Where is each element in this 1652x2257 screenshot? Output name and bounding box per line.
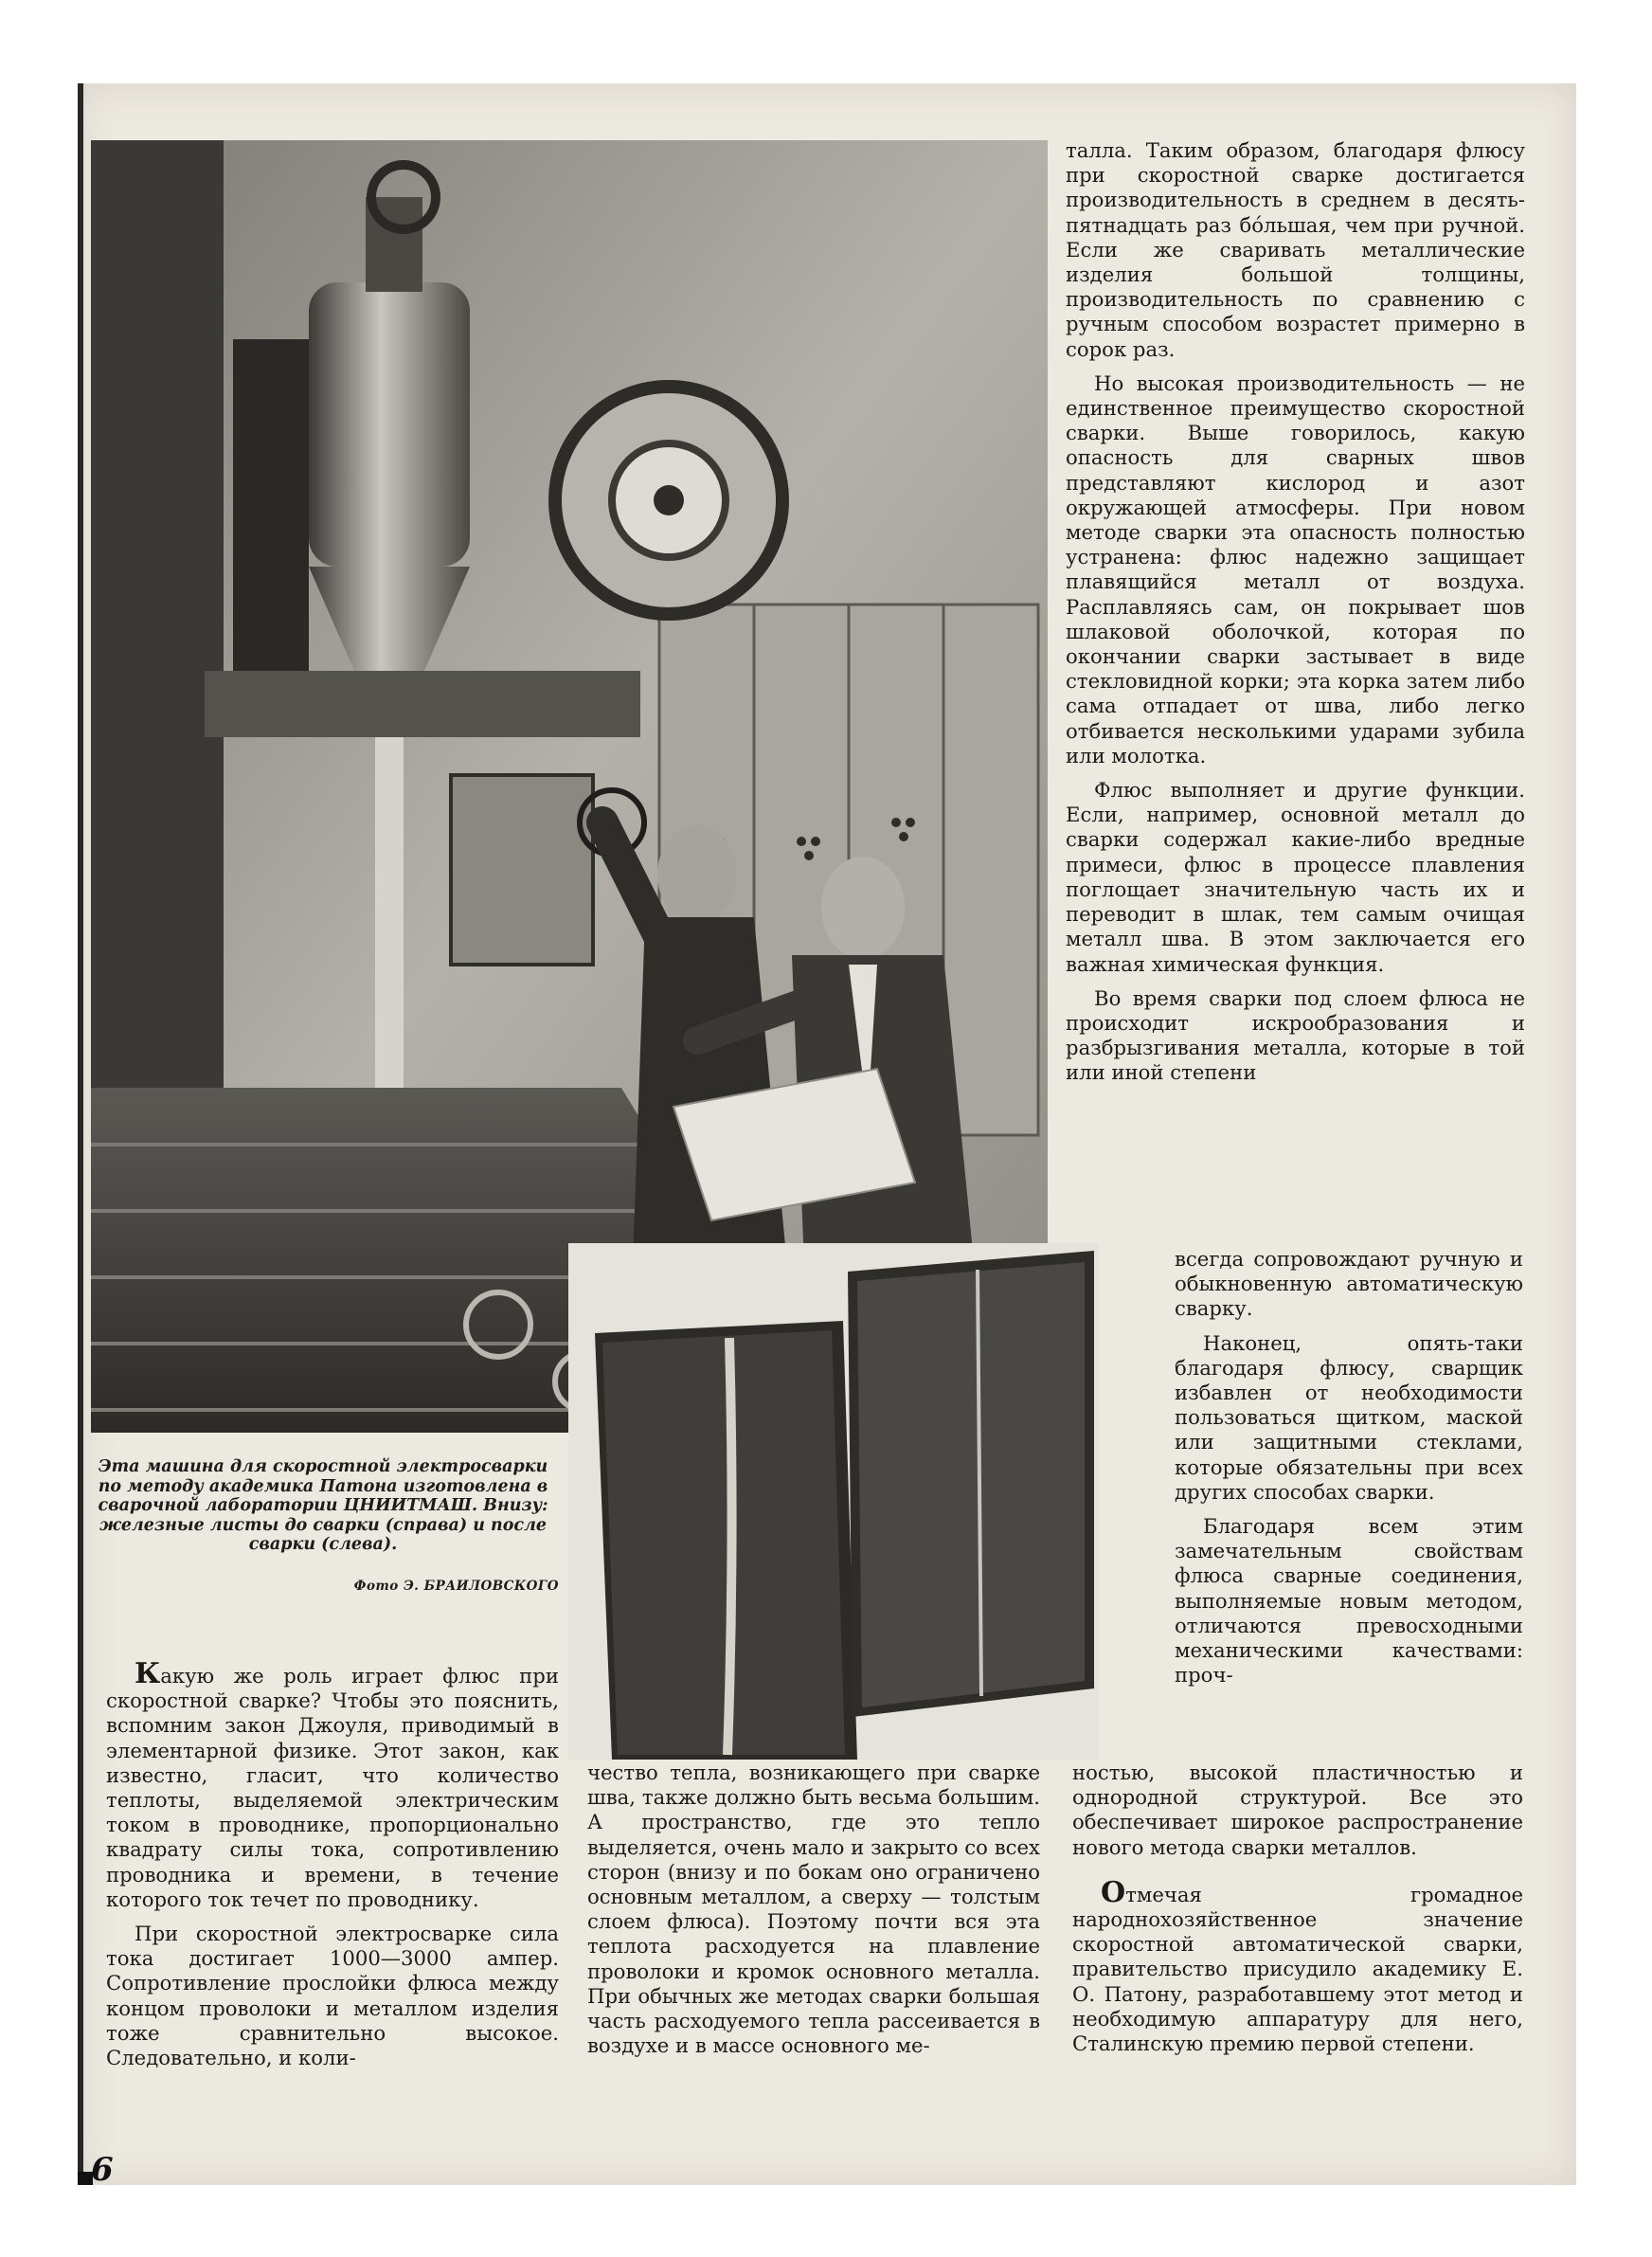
paragraph: чество тепла, возникающего при сварке шва, также должно быть весьма большим. А пространство, где это тепло выделяется, очень мало и закрыто со всех сторон (внизу и по бокам оно ограничено основным металлом, а сверху — толстым слоем флюса). Поэтому почти вся эта теплота расходуется на плавление проволоки и кромок основного металла. При обычных же методах сварки большая часть расходуемого тепла рассеивается в воздухе и в массе основного ме- [587, 1760, 1040, 2058]
paragraph: Флюс выполняет и другие функции. Если, например, основной металл до сварки содержал какие-либо вредные примеси, флюс в процессе плавления поглощает значительную часть их и переводит в шлак, тем самым очищая металл шва. В этом заключается его важная химическая функция. [1066, 778, 1525, 976]
paragraph: Во время сварки под слоем флюса не происходит искрообразования и разбрызгивания металла, которые в той или иной степени [1066, 985, 1525, 1085]
paragraph: талла. Таким образом, благодаря флюсу при скоростной сварке достигается производительность в среднем в десять-пятнадцать раз бо́льшая, чем при ручной. Если же сваривать металлические изделия большой толщины, производительность по сравнению с ручным способом возрастет примерно в сорок раз. [1066, 138, 1525, 361]
main-photo-welding-machine [91, 140, 1048, 1433]
steel-sheets-illustration [568, 1243, 1099, 1760]
paragraph: Благодаря всем этим замечательным свойствам флюса сварные соединения, выполняемые новым методом, отличаются превосходными механическими качествами: проч- [1175, 1514, 1523, 1688]
page-number: 6 [91, 2151, 114, 2189]
column-right-top [1066, 138, 1525, 1086]
welding-machine-illustration [91, 140, 1048, 1433]
paragraph: Но высокая производительность — не единственное преимущество скоростной сварки. Выше говорилось, какую опасность для сварных швов представляют кислород и азот окружающей атмосферы. При новом методе сварки эта опасность полностью устранена: флюс надежно защищает плавящийся металл от воздуха. Расплавляясь сам, он покрывает шов шлаковой оболочкой, которая по окончании сварки застывает в виде стекловидной корки; эта корка затем либо сама отпадает от шва, либо легко отбивается несколькими ударами зубила или молотка. [1066, 370, 1525, 767]
dropcap-letter: К [135, 1657, 161, 1690]
paragraph: ностью, высокой пластичностью и однородной структурой. Все это обеспечивает широкое распространение нового метода сварки металлов. [1072, 1760, 1523, 1859]
paragraph-dropcap [1072, 1875, 1523, 2056]
photo-caption: Эта машина для скоростной электросварки по методу академика Патона изготовлена в сварочной лаборатории ЦНИИТМАШ. Внизу: железные листы до сварки (справа) и после сварки (слева). [98, 1457, 548, 1554]
column-right-bottom [1072, 1760, 1523, 2066]
inset-photo-steel-sheets [568, 1243, 1099, 1760]
paragraph: При скоростной электросварке сила тока достигает 1000—3000 ампер. Сопротивление прослойки флюса между концом проволоки и металлом изделия тоже сравнительно высокое. Следовательно, и коли- [106, 1922, 559, 2070]
dropcap-letter: О [1101, 1875, 1126, 1909]
column-right-narrow [1175, 1247, 1523, 1697]
paragraph-dropcap [106, 1657, 559, 1912]
column-bottom-middle [587, 1760, 1040, 2067]
paragraph-text: тмечая громадное народнохозяйственное значение скоростной автоматической сварки, правительство присудило академику Е. О. Патону, разработавшему этот метод и необходимую аппаратуру для него, Сталинскую премию первой степени. [1072, 1882, 1523, 2056]
page-spine-edge [78, 83, 83, 2185]
paragraph: Наконец, опять-таки благодаря флюсу, сварщик избавлен от необходимости пользоваться щитком, маской или защитными стеклами, которые обязательны при всех других способах сварки. [1175, 1330, 1523, 1504]
photo-credit: Фото Э. БРАИЛОВСКОГО [353, 1579, 559, 1594]
paragraph-text: акую же роль играет флюс при скоростной сварке? Чтобы это пояснить, вспомним закон Джоуля, приводимый в элементарной физике. Этот закон, как известно, гласит, что количество теплоты, выделяемой электрическим током в проводнике, пропорционально квадрату силы тока, сопротивлению проводника и времени, в течение которого ток течет по проводнику. [106, 1664, 559, 1911]
column-bottom-left [106, 1657, 559, 2080]
paragraph: всегда сопровождают ручную и обыкновенную автоматическую сварку. [1175, 1247, 1523, 1321]
